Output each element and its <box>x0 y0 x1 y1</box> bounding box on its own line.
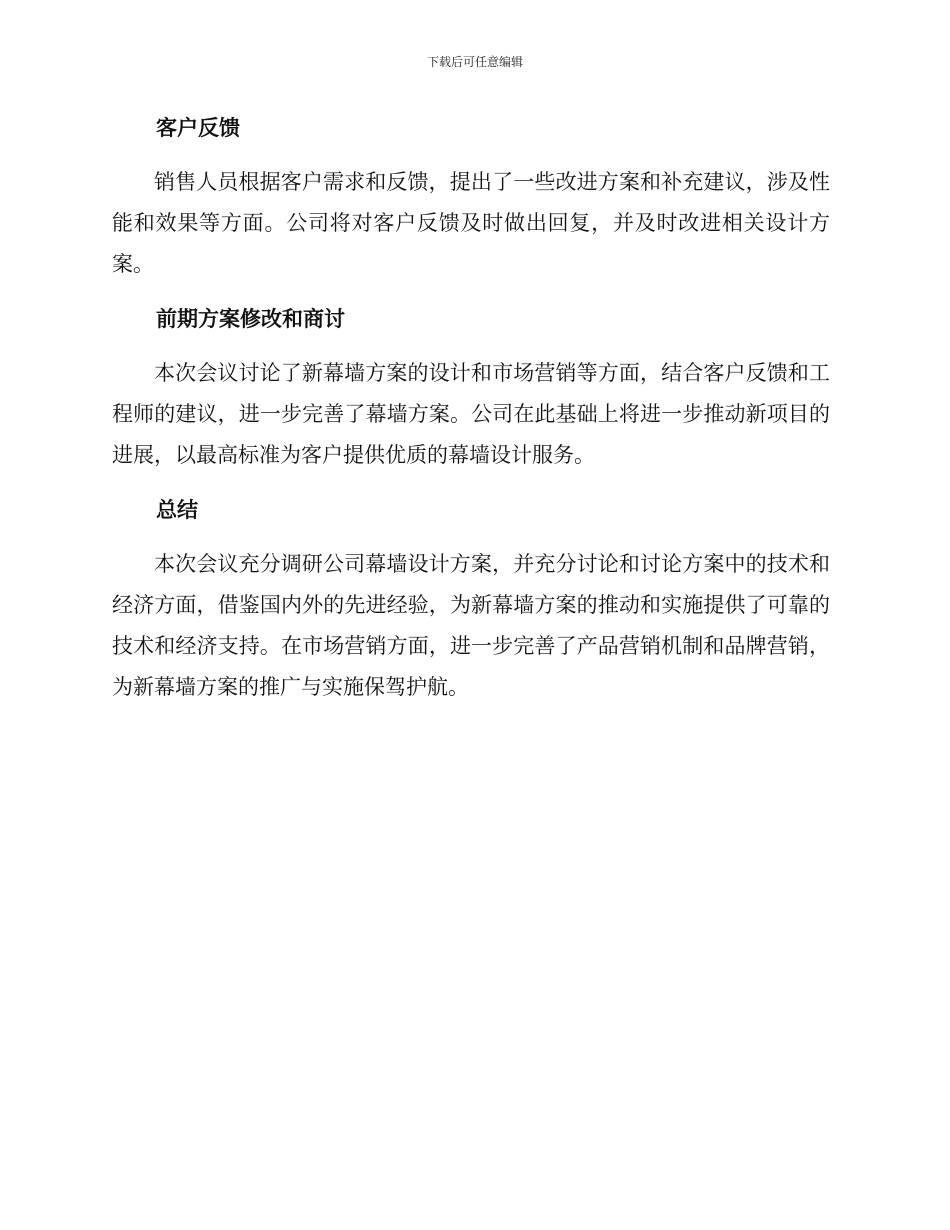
section-paragraph: 本次会议讨论了新幕墙方案的设计和市场营销等方面，结合客户反馈和工程师的建议，进一步完善了幕墙方案。公司在此基础上将进一步推动新项目的进展，以最高标准为客户提供优质的幕墙设计服务。 <box>112 361 830 467</box>
document-body <box>112 108 830 722</box>
section-customer-feedback <box>112 108 830 285</box>
section-summary <box>112 490 830 708</box>
section-heading: 总结 <box>156 498 198 522</box>
section-heading: 前期方案修改和商讨 <box>156 307 345 331</box>
section-plan-revision <box>112 299 830 476</box>
section-heading: 客户反馈 <box>156 116 240 140</box>
page-header-note: 下载后可任意编辑 <box>426 55 523 69</box>
section-paragraph: 销售人员根据客户需求和反馈，提出了一些改进方案和补充建议，涉及性能和效果等方面。公司将对客户反馈及时做出回复，并及时改进相关设计方案。 <box>112 170 830 276</box>
section-paragraph: 本次会议充分调研公司幕墙设计方案，并充分讨论和讨论方案中的技术和经济方面，借鉴国内外的先进经验，为新幕墙方案的推动和实施提供了可靠的技术和经济支持。在市场营销方面，进一步完善了产品营销机制和品牌营销，为新幕墙方案的推广与实施保驾护航。 <box>112 552 830 699</box>
